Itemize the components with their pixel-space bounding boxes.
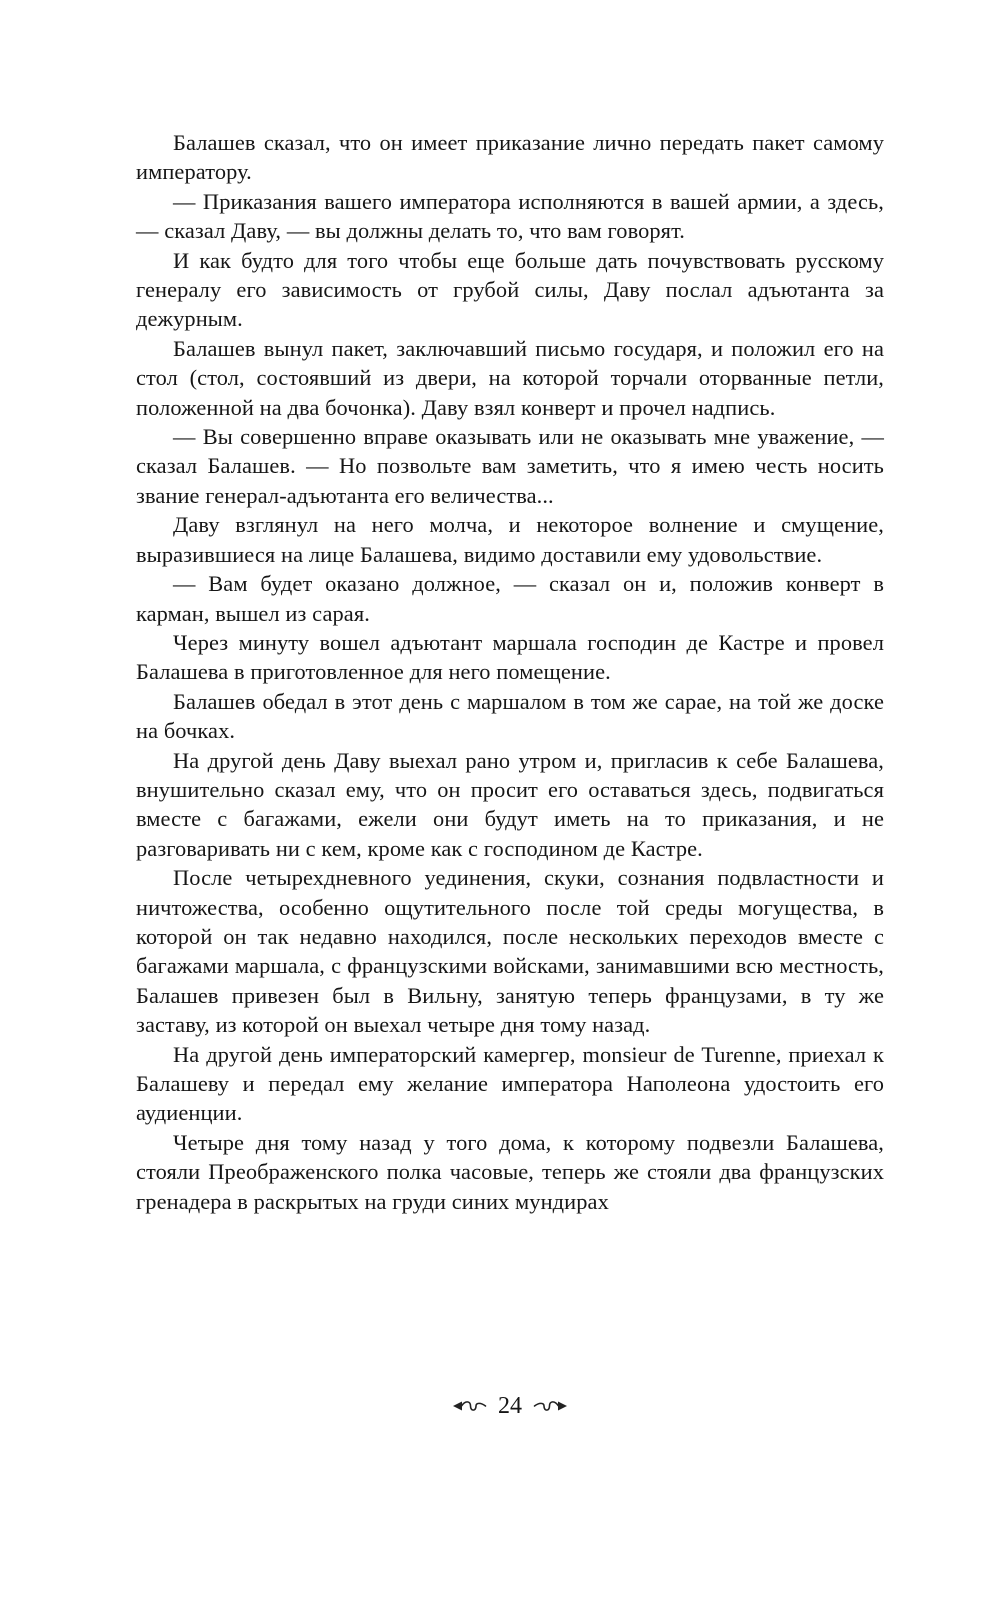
book-paragraph: Балашев сказал, что он имеет приказание лично передать пакет самому императору. (136, 130, 884, 185)
book-paragraph: Балашев обедал в этот день с маршалом в том же сарае, на той же доске на бочках. (136, 688, 884, 744)
book-paragraph: После четырехдневного уединения, скуки, сознания подвластности и ничтожества, особенно ощутительного после той среды могущества, в которой он так недавно находился, после нескольких переходов вместе с багажами маршала, с французскими войсками, занимавшими всю местность, Балашев привезен был в Вильну, занятую теперь французами, в ту же заставу, из которой он выехал четыре дня тому назад. (136, 865, 884, 1038)
book-paragraph: Через минуту вошел адъютант маршала господин де Кастре и провел Балашева в приготовленное для него помещение. (136, 629, 884, 685)
book-paragraph: Даву взглянул на него молча, и некоторое волнение и смущение, выразившиеся на лице Балашева, видимо доставили ему удовольствие. (136, 512, 884, 567)
page-number: 24 (498, 1393, 522, 1419)
page-text-block (136, 128, 884, 1216)
book-paragraph: — Приказания вашего императора исполняются в вашей армии, а здесь, — сказал Даву, — вы должны делать то, что вам говорят. (136, 188, 884, 244)
book-paragraph: На другой день императорский камергер, monsieur de Turenne, приехал к Балашеву и передал ему желание императора Наполеона удостоить его аудиенции. (136, 1041, 884, 1126)
fleuron-right-icon (532, 1398, 568, 1414)
book-paragraph: На другой день Даву выехал рано утром и, пригласив к себе Балашева, внушительно сказал ему, что он просит его оставаться здесь, подвигаться вместе с багажами, ежели они будут иметь на то приказания, и не разговаривать ни с кем, кроме как с господином де Кастре. (136, 747, 884, 861)
book-paragraph: Балашев вынул пакет, заключавший письмо государя, и положил его на стол (стол, состоявший из двери, на которой торчали оторванные петли, положенной на два бочонка). Даву взял конверт и прочел надпись. (136, 335, 884, 420)
book-paragraph: Четыре дня тому назад у того дома, к которому подвезли Балашева, стояли Преображенского полка часовые, теперь же стояли два французских гренадера в раскрытых на груди синих мундирах (136, 1129, 884, 1214)
book-paragraph: — Вы совершенно вправе оказывать или не оказывать мне уважение, — сказал Балашев. — Но позвольте вам заметить, что я имею честь носить звание генерал-адъютанта его величества... (136, 424, 884, 508)
book-paragraph: И как будто для того чтобы еще больше дать почувствовать русскому генералу его зависимость от грубой силы, Даву послал адъютанта за дежурным. (136, 247, 884, 332)
page-footer (136, 1392, 884, 1420)
fleuron-left-icon (452, 1398, 488, 1414)
book-paragraph: — Вам будет оказано должное, — сказал он и, положив конверт в карман, вышел из сарая. (136, 571, 884, 626)
